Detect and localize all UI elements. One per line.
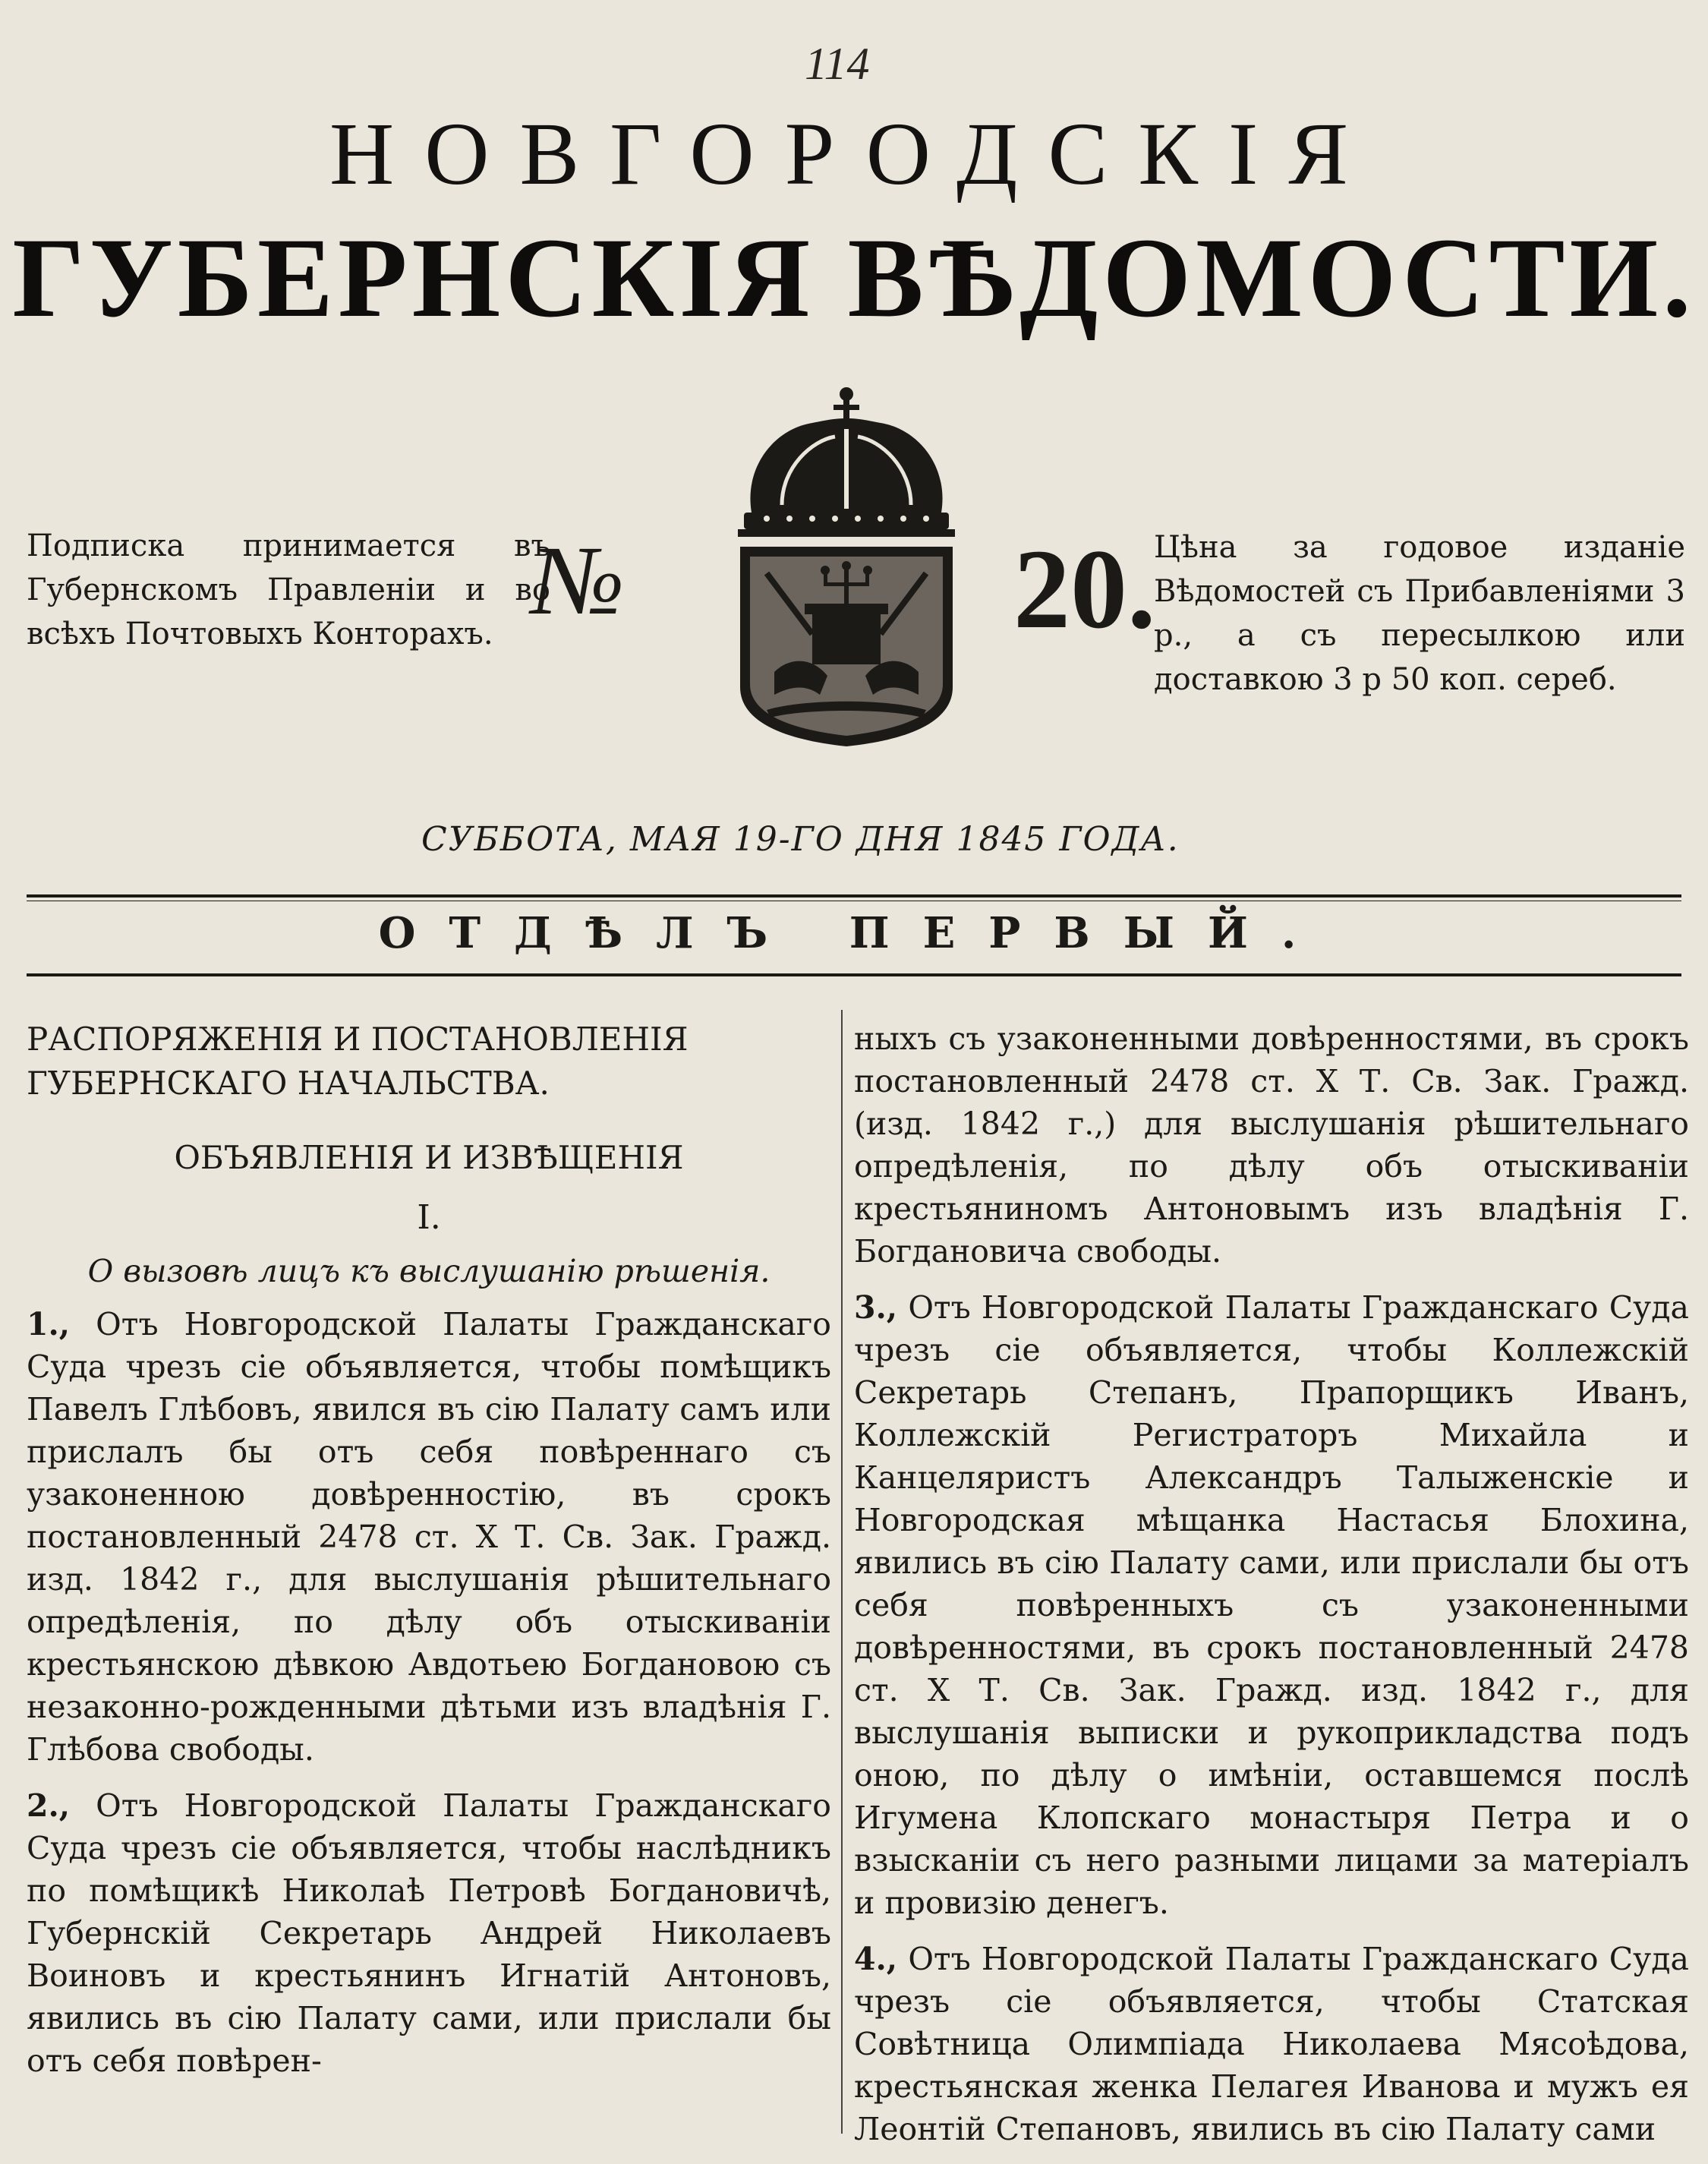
item-number: 4., xyxy=(854,1941,898,1977)
subscription-note: Подписка принимается въ Губернскомъ Правленіи и во всѣхъ Почтовыхъ Конторахъ. xyxy=(27,528,550,651)
page-number: 114 xyxy=(805,39,870,89)
right-column xyxy=(854,1017,1689,2164)
continuation-text: ныхъ съ узаконенными довѣренностями, въ срокъ постановленный 2478 ст. X Т. Св. Зак. Гражд. (изд. 1842 г.,) для выслушанія рѣшительнаго опредѣленія, по дѣлу объ отыскиваніи крестьяниномъ Антоновымъ изъ владѣнія Г. Богдановича свободы. xyxy=(854,1020,1689,1270)
heading-orders: РАСПОРЯЖЕНІЯ И ПОСТАНОВЛЕНІЯ ГУБЕРНСКАГО НАЧАЛЬСТВА. xyxy=(27,1020,689,1102)
section-roman-number: I. xyxy=(417,1198,441,1237)
left-column xyxy=(27,1017,831,2096)
price-note: Цѣна за годовое изданіе Вѣдомостей съ Прибавленіями 3 р., а съ пересылкою или доставкою 3 р 50 коп. сереб. xyxy=(1154,530,1685,697)
column-divider xyxy=(841,1010,843,2134)
item-text: Отъ Новгородской Палаты Гражданскаго Суда чрезъ сіе объявляется, чтобы помѣщикъ Павелъ Глѣбовъ, явился въ сію Палату самъ или прислалъ бы отъ себя повѣреннаго съ узаконенною довѣренностію, въ срокъ постановленный 2478 ст. X Т. Св. Зак. Гражд. изд. 1842 г., для выслушанія рѣшительнаго опредѣленія, по дѣлу объ отыскиваніи крестьянскою дѣвкою Авдотьею Богдановою съ незаконно-рожденными дѣтьми изъ владѣнія Г. Глѣбова свободы. xyxy=(27,1306,831,1768)
masthead-line2: ГУБЕРНСКІЯ ВѢДОМОСТИ. xyxy=(12,215,1696,341)
heading-announcements: ОБЪЯВЛЕНІЯ И ИЗВѢЩЕНІЯ xyxy=(174,1139,684,1176)
subheading: О вызовѣ лицъ къ выслушанію рѣшенія. xyxy=(87,1253,770,1289)
dateline: СУББОТА, МАЯ 19-ГО ДНЯ 1845 ГОДА. xyxy=(421,820,1180,859)
announcement-item-2 xyxy=(27,1784,831,2082)
announcement-item-3 xyxy=(854,1286,1689,1924)
item-number: 3., xyxy=(854,1289,898,1326)
masthead-line1: НОВГОРОДСКІЯ xyxy=(329,104,1379,203)
section-title: ОТДѢЛЪ ПЕРВЫЙ. xyxy=(378,908,1330,958)
bottom-rule xyxy=(27,973,1681,976)
item-number: 1., xyxy=(27,1306,71,1342)
item-number: 2., xyxy=(27,1787,71,1824)
announcement-item-4 xyxy=(854,1938,1689,2150)
announcement-item-1 xyxy=(27,1303,831,1771)
top-rule xyxy=(27,894,1681,897)
issue-number-sign: № xyxy=(531,526,625,636)
crown-coat-of-arms-icon xyxy=(721,383,972,748)
item-text: Отъ Новгородской Палаты Гражданскаго Суда чрезъ сіе объявляется, чтобы наслѣдникъ по помѣщикѣ Николаѣ Петровѣ Богдановичѣ, Губернскій Секретарь Андрей Николаевъ Воиновъ и крестьянинъ Игнатій Антоновъ, явились въ сію Палату сами, или прислали бы отъ себя повѣрен- xyxy=(27,1787,831,2079)
item-text: Отъ Новгородской Палаты Гражданскаго Суда чрезъ сіе объявляется, чтобы Коллежскій Секретарь Степанъ, Прапорщикъ Иванъ, Коллежскій Регистраторъ Михайла и Канцеляристъ Александръ Талыженскіе и Новгородская мѣщанка Настасья Блохина, явились въ сію Палату сами, или прислали бы отъ себя повѣренныхъ съ узаконенными довѣренностями, въ срокъ постановленный 2478 ст. X Т. Св. Зак. Гражд. изд. 1842 г., для выслушанія выписки и рукоприкладства подъ оною, по дѣлу о имѣніи, оставшемся послѣ Игумена Клопскаго монастыря Петра и о взысканіи съ него разными лицами за матеріалъ и провизію денегъ. xyxy=(854,1289,1689,1921)
item-text: Отъ Новгородской Палаты Гражданскаго Суда чрезъ сіе объявляется, чтобы Статская Совѣтница Олимпіада Николаева Мясоѣдова, крестьянская женка Пелагея Иванова и мужъ ея Леонтій Степановъ, явились въ сію Палату сами xyxy=(854,1941,1689,2147)
issue-number: 20. xyxy=(1013,526,1156,652)
